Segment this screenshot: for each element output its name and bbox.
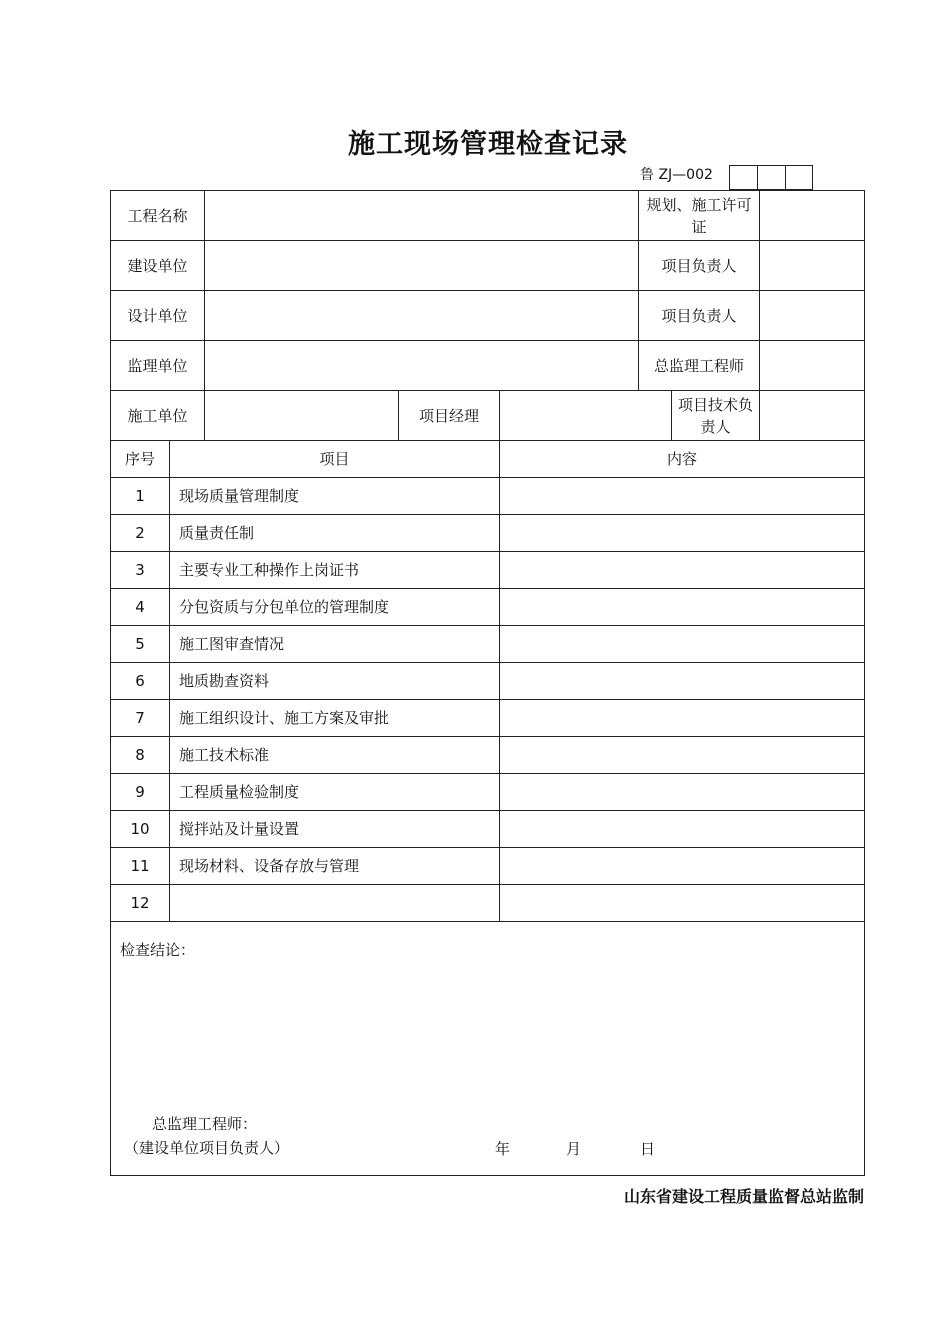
conclusion-label: 检查结论：: [120, 941, 196, 959]
supervision-unit-label: 监理单位: [111, 341, 205, 391]
item-no: 4: [111, 589, 170, 626]
item-no: 6: [111, 663, 170, 700]
item-content[interactable]: [500, 700, 865, 737]
header-seq: 序号: [111, 441, 170, 478]
item-no: 8: [111, 737, 170, 774]
design-unit-label: 设计单位: [111, 291, 205, 341]
technical-leader-value[interactable]: [760, 391, 865, 441]
header-content: 内容: [500, 441, 865, 478]
table-row: [111, 700, 865, 737]
code-box[interactable]: [757, 165, 785, 190]
item-name: 现场材料、设备存放与管理: [170, 848, 500, 885]
chief-supervisor-signature-label: 总监理工程师：: [152, 1115, 258, 1133]
project-manager-label: 项目经理: [399, 391, 500, 441]
row-project-name: [111, 191, 865, 241]
design-leader-label: 项目负责人: [639, 291, 760, 341]
date-month-label: 月: [566, 1140, 582, 1158]
item-content[interactable]: [500, 552, 865, 589]
date-day-label: 日: [640, 1140, 656, 1158]
project-name-value[interactable]: [205, 191, 639, 241]
construction-unit-label: 建设单位: [111, 241, 205, 291]
design-leader-value[interactable]: [760, 291, 865, 341]
table-row: [111, 737, 865, 774]
table-row: [111, 885, 865, 922]
item-no: 10: [111, 811, 170, 848]
row-construction-unit: [111, 241, 865, 291]
project-leader-value[interactable]: [760, 241, 865, 291]
form-code: 鲁 ZJ—002: [640, 167, 713, 183]
item-name: 搅拌站及计量设置: [170, 811, 500, 848]
item-content[interactable]: [500, 626, 865, 663]
table-row: [111, 848, 865, 885]
table-row: [111, 552, 865, 589]
design-unit-value[interactable]: [205, 291, 639, 341]
item-content[interactable]: [500, 811, 865, 848]
issuer-footer: 山东省建设工程质量监督总站监制: [623, 1187, 864, 1206]
code-box[interactable]: [785, 165, 813, 190]
item-name: 质量责任制: [170, 515, 500, 552]
row-supervision-unit: [111, 341, 865, 391]
header-item: 项目: [170, 441, 500, 478]
item-name: 现场质量管理制度: [170, 478, 500, 515]
project-name-label: 工程名称: [111, 191, 205, 241]
table-row: [111, 811, 865, 848]
item-content[interactable]: [500, 885, 865, 922]
item-name[interactable]: [170, 885, 500, 922]
row-design-unit: [111, 291, 865, 341]
table-row: [111, 774, 865, 811]
item-content[interactable]: [500, 774, 865, 811]
conclusion-row: [111, 922, 865, 1176]
permit-value[interactable]: [760, 191, 865, 241]
construction-unit-value[interactable]: [205, 241, 639, 291]
item-content[interactable]: [500, 478, 865, 515]
technical-leader-label: 项目技术负责人: [672, 391, 760, 441]
item-name: 主要专业工种操作上岗证书: [170, 552, 500, 589]
contractor-value[interactable]: [205, 391, 399, 441]
contractor-label: 施工单位: [111, 391, 205, 441]
item-no: 1: [111, 478, 170, 515]
table-row: [111, 478, 865, 515]
item-content[interactable]: [500, 515, 865, 552]
form-code-boxes: [729, 165, 813, 190]
table-row: [111, 515, 865, 552]
item-content[interactable]: [500, 848, 865, 885]
conclusion-area[interactable]: [111, 922, 865, 1176]
item-content[interactable]: [500, 589, 865, 626]
page-title: 施工现场管理检查记录: [348, 129, 628, 160]
project-leader-label: 项目负责人: [639, 241, 760, 291]
chief-supervisor-label: 总监理工程师: [639, 341, 760, 391]
inspection-form-table: [110, 190, 865, 1176]
item-no: 3: [111, 552, 170, 589]
item-no: 2: [111, 515, 170, 552]
item-content[interactable]: [500, 737, 865, 774]
construction-leader-signature-label: （建设单位项目负责人）: [124, 1139, 290, 1157]
table-row: [111, 589, 865, 626]
item-no: 11: [111, 848, 170, 885]
item-name: 分包资质与分包单位的管理制度: [170, 589, 500, 626]
project-manager-value[interactable]: [500, 391, 672, 441]
table-row: [111, 663, 865, 700]
supervision-unit-value[interactable]: [205, 341, 639, 391]
chief-supervisor-value[interactable]: [760, 341, 865, 391]
item-name: 施工技术标准: [170, 737, 500, 774]
table-row: [111, 626, 865, 663]
permit-label: 规划、施工许可证: [639, 191, 760, 241]
row-contractor: [111, 391, 865, 441]
item-no: 7: [111, 700, 170, 737]
item-no: 12: [111, 885, 170, 922]
item-name: 施工图审查情况: [170, 626, 500, 663]
date-year-label: 年: [495, 1140, 511, 1158]
items-header-row: [111, 441, 865, 478]
item-no: 9: [111, 774, 170, 811]
code-box[interactable]: [729, 165, 757, 190]
item-name: 地质勘查资料: [170, 663, 500, 700]
item-content[interactable]: [500, 663, 865, 700]
item-name: 施工组织设计、施工方案及审批: [170, 700, 500, 737]
item-no: 5: [111, 626, 170, 663]
item-name: 工程质量检验制度: [170, 774, 500, 811]
